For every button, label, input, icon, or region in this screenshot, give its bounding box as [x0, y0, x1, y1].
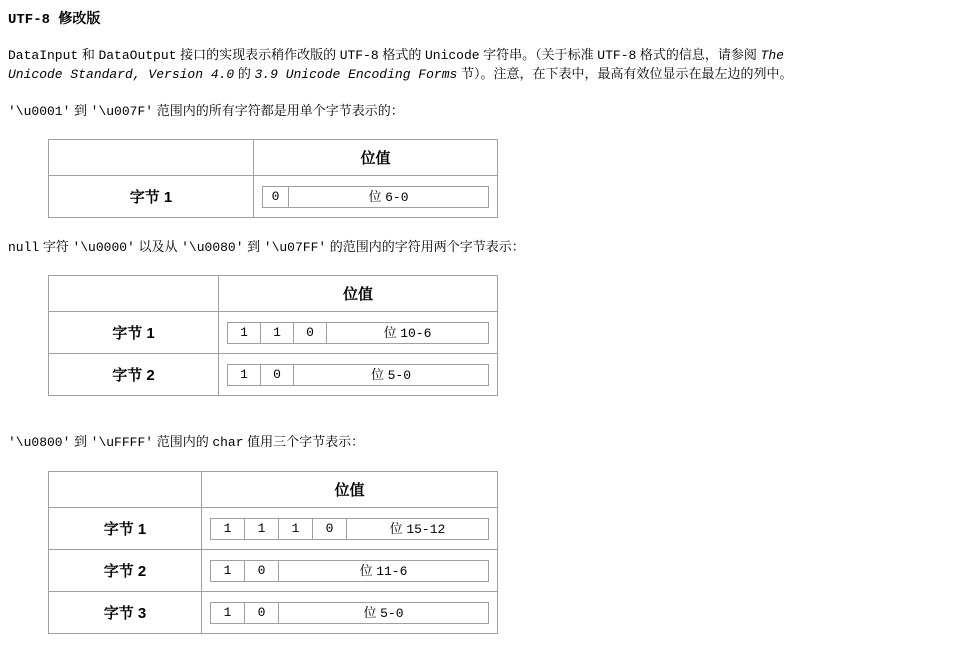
bit-layout [210, 518, 489, 540]
table-row [49, 508, 498, 550]
bit: 1 [261, 323, 294, 343]
table-two-byte [48, 275, 498, 396]
corner-cell [49, 472, 202, 508]
code-u0001: '\u0001' [8, 104, 71, 119]
bit-cell [219, 312, 498, 354]
bit-range [327, 323, 488, 343]
table-three-byte [48, 471, 498, 634]
bit-word: 位 [389, 520, 403, 536]
bit: 1 [211, 519, 245, 539]
para-text: 到 [243, 239, 264, 254]
three-byte-paragraph [8, 433, 364, 452]
intro-text: 格式的 [378, 47, 425, 62]
bit-range-value: 5-0 [387, 367, 412, 383]
code-u0800: '\u0800' [8, 435, 71, 450]
bit-layout [227, 322, 489, 344]
header-bit-value: 位值 [202, 472, 498, 508]
bit: 1 [211, 561, 245, 581]
corner-cell [49, 276, 219, 312]
bit-cell [219, 354, 498, 396]
bit: 0 [263, 187, 289, 207]
corner-cell [49, 140, 254, 176]
bit-layout [210, 560, 489, 582]
code-u0080: '\u0080' [181, 240, 244, 255]
intro-standard-title: Unicode Standard, Version 4.0 [8, 67, 235, 82]
code-u007f: '\u007F' [90, 104, 154, 119]
bit-range [347, 519, 488, 539]
bit: 0 [245, 561, 279, 581]
bit-word: 位 [359, 562, 373, 578]
bit-range [279, 561, 488, 581]
bit: 0 [313, 519, 347, 539]
header-bit-value: 位值 [254, 140, 498, 176]
code-u07ff: '\u07FF' [263, 240, 327, 255]
bit: 1 [279, 519, 313, 539]
bit: 1 [211, 603, 245, 623]
bit-cell [254, 176, 498, 218]
bit-range-value: 5-0 [380, 605, 404, 621]
row-label: 字节 1 [49, 508, 202, 550]
bit-range-value: 10-6 [400, 325, 432, 341]
bit-cell [202, 592, 498, 634]
bit: 1 [245, 519, 279, 539]
para-text: 到 [70, 434, 91, 449]
bit: 0 [245, 603, 279, 623]
bit-cell [202, 508, 498, 550]
table-row [49, 592, 498, 634]
code-char: char [212, 435, 244, 450]
page-title: UTF-8 修改版 [8, 12, 101, 28]
para-text: 字符 [39, 239, 73, 254]
row-label: 字节 2 [49, 550, 202, 592]
intro-section: 3.9 Unicode Encoding Forms [254, 67, 458, 82]
bit-word: 位 [368, 188, 382, 204]
intro-text: 格式的信息，请参阅 [636, 47, 761, 62]
header-bit-value: 位值 [219, 276, 498, 312]
code-u0000: '\u0000' [72, 240, 135, 255]
row-label: 字节 3 [49, 592, 202, 634]
bit-cell [202, 550, 498, 592]
bit-range [279, 603, 488, 623]
intro-text: 的 [234, 66, 255, 81]
bit-range-value: 15-12 [406, 521, 446, 537]
bit: 1 [228, 365, 261, 385]
code-uffff: '\uFFFF' [90, 435, 154, 450]
bit-layout [262, 186, 489, 208]
table-row [49, 354, 498, 396]
bit-range-value: 6-0 [385, 189, 409, 205]
bit-range [289, 187, 488, 207]
table-single-byte [48, 139, 498, 218]
para-text: 的范围内的字符用两个字节表示： [326, 239, 525, 254]
code-null: null [8, 240, 40, 255]
bit-layout [210, 602, 489, 624]
intro-utf8-2: UTF-8 [597, 48, 637, 63]
single-byte-paragraph [8, 102, 404, 121]
intro-the: The [760, 48, 784, 63]
bit-word: 位 [363, 604, 377, 620]
para-text: 到 [70, 103, 91, 118]
para-text: 值用三个字节表示： [243, 434, 365, 449]
bit-range [294, 365, 488, 385]
row-label: 字节 2 [49, 354, 219, 396]
bit: 0 [261, 365, 294, 385]
row-label: 字节 1 [49, 176, 254, 218]
intro-text: 节）。注意，在下表中，最高有效位显示在最左边的列中。 [457, 66, 793, 81]
intro-text: 和 [78, 47, 99, 62]
bit: 1 [228, 323, 261, 343]
row-label: 字节 1 [49, 312, 219, 354]
table-row [49, 312, 498, 354]
intro-paragraph [8, 46, 792, 84]
intro-unicode: Unicode [424, 48, 480, 63]
table-row [49, 550, 498, 592]
bit-range-value: 11-6 [376, 563, 408, 579]
intro-datainput: DataInput [8, 48, 79, 63]
bit: 0 [294, 323, 327, 343]
bit-word: 位 [383, 324, 397, 340]
bit-word: 位 [370, 366, 384, 382]
table-row [49, 176, 498, 218]
para-text: 范围内的所有字符都是用单个字节表示的： [153, 103, 404, 118]
intro-dataoutput: DataOutput [98, 48, 177, 63]
intro-text: 字符串。（关于标准 [479, 47, 598, 62]
two-byte-paragraph [8, 238, 525, 257]
intro-utf8: UTF-8 [339, 48, 379, 63]
para-text: 以及从 [134, 239, 182, 254]
para-text: 范围内的 [153, 434, 213, 449]
bit-layout [227, 364, 489, 386]
intro-text: 接口的实现表示稍作改版的 [176, 47, 340, 62]
